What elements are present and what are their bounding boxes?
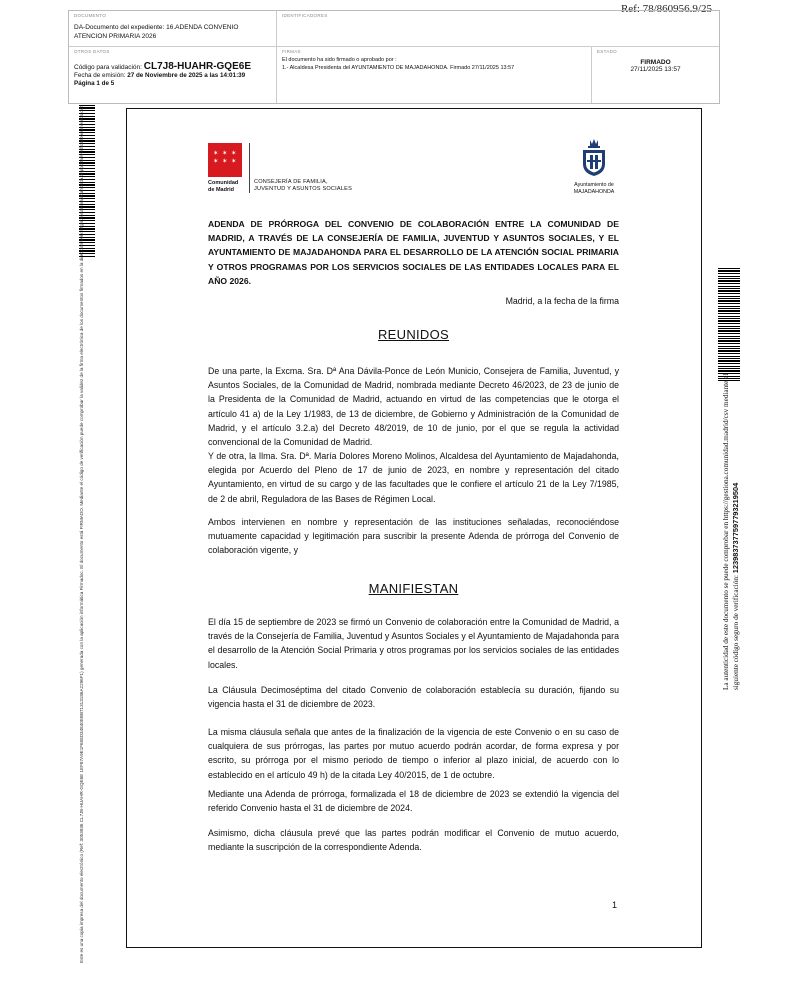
cm-dept-2: JUVENTUD Y ASUNTOS SOCIALES xyxy=(254,186,353,192)
document-cell xyxy=(69,11,277,47)
logo-divider xyxy=(249,143,250,193)
signatures-cell xyxy=(277,47,592,103)
cm-dept-1: CONSEJERÍA DE FAMILIA, xyxy=(254,179,328,185)
document-value: DA-Documento del expediente: 16.ADENDA CONVENIO ATENCION PRIMARIA 2026 xyxy=(74,24,239,40)
status-value: FIRMADO xyxy=(640,59,671,66)
consejeria-name xyxy=(254,179,352,193)
majadahonda-logo xyxy=(568,137,620,195)
status-cell xyxy=(592,47,719,103)
comunidad-madrid-logo xyxy=(208,143,242,193)
authenticity-text: La autenticidad de este documento se puede comprobar en https://gestiona.comunidad.madrid/csv mediante el siguiente código seguro de verificación: xyxy=(722,373,740,690)
madrid-flag-icon: ✶ ✶ ✶ ✶ ✶ ✶ xyxy=(208,143,242,177)
reunidos-paragraph: Y de otra, la Ilma. Sra. Dª. María Dolores Moreno Molinos, Alcaldesa del Ayuntamiento de Majadahonda, elegida por Acuerdo del Pleno de 17 de junio de 2023, en nombre y representación del citado Ayuntamiento, en virtud de su cargo y de las facultades que le confiere el artículo 21 de la Ley 7/1985, de 2 de abril, Reguladora de las Bases de Régimen Local. xyxy=(208,451,619,504)
signatures-line: 1.- Alcaldesa Presidenta del AYUNTAMIENTO DE MAJADAHONDA. Firmado 27/11/2025 13:57 xyxy=(282,65,515,71)
page-count: Página 1 de 5 xyxy=(74,80,115,87)
manifiestan-paragraph: La misma cláusula señala que antes de la finalización de la vigencia de este Convenio o en su caso de cualquiera de sus prórrogas, las partes por mutuo acuerdo podrán acordar, de forma expresa y por escrito, su prórroga por el mismo periodo de tiempo o inferior al plazo inicial, de acuerdo con lo establecido en el artículo 49 h) de la citada Ley 40/2015, de 1 de octubre. xyxy=(208,727,619,780)
other-data-cell xyxy=(69,47,277,103)
status-label: ESTADO xyxy=(597,49,617,54)
maj-name-2: MAJADAHONDA xyxy=(573,188,615,195)
cm-name-2: de Madrid xyxy=(208,186,234,193)
manifiestan-heading: MANIFIESTAN xyxy=(368,581,459,596)
page-number: 1 xyxy=(612,900,618,910)
manifiestan-paragraph: La Cláusula Decimoséptima del citado Convenio de colaboración establecía su duración, fijando su vigencia hasta el 31 de diciembre de 2023. xyxy=(208,685,619,710)
manifiestan-paragraph: Asimismo, dicha cláusula prevé que las partes podrán modificar el Convenio de mutuo acuerdo, mediante la suscripción de la correspondiente Adenda. xyxy=(208,828,619,853)
barcode-right xyxy=(718,268,740,381)
reunidos-paragraph: De una parte, la Excma. Sra. Dª Ana Dávila-Ponce de León Municio, Consejera de Familia, Juventud, y Asuntos Sociales, de la Comunidad de Madrid, nombrada mediante Decreto 46/2023, de 23 de junio de la Presidenta de la Comunidad de Madrid, actuando en virtud de las competencias que le otorga el artículo 41 a) de la Ley 1/1983, de 13 de diciembre, de Gobierno y Administración de la Comunidad de Madrid, y el artículo 3.2.a) del Decreto 48/2019, de 10 de junio, por el que se regula la actividad convencional de la Comunidad de Madrid. xyxy=(208,366,619,448)
document-title: ADENDA DE PRÓRROGA DEL CONVENIO DE COLABORACIÓN ENTRE LA COMUNIDAD DE MADRID, A TRAVÉS DE LA CONSEJERÍA DE FAMILIA, JUVENTUD Y ASUNTOS SOCIALES, Y EL AYUNTAMIENTO DE MAJADAHONDA PARA EL DESARROLLO DE LA ATENCIÓN SOCIAL PRIMARIA Y OTROS PROGRAMAS POR LOS SERVICIOS SOCIALES DE LAS ENTIDADES LOCALES PARA EL AÑO 2026. xyxy=(208,219,619,286)
place-date: Madrid, a la fecha de la firma xyxy=(505,296,619,306)
issue-date: 27 de Noviembre de 2025 a las 14:01:39 xyxy=(127,72,246,79)
reference-number: Ref: 78/860956.9/25 xyxy=(620,3,712,15)
signatures-intro: El documento ha sido firmado o aprobado por : xyxy=(282,57,397,63)
signature-header-table xyxy=(68,10,720,104)
identifiers-cell xyxy=(277,11,719,47)
validation-code: CL7J8-HUAHR-GQE6E xyxy=(143,61,251,72)
csv-code: 1239837377597793219504 xyxy=(731,482,740,574)
issue-date-label: Fecha de emisión: xyxy=(74,72,126,79)
coat-of-arms-icon xyxy=(579,137,609,177)
reunidos-paragraph: Ambos intervienen en nombre y representación de las instituciones señaladas, reconociéndose mutuamente capacidad y legitimación para suscribir la presente Adenda de prórroga del Convenio de colaboración vigente, y xyxy=(208,517,619,556)
side-verification-text: Este es una copia impresa del documento electrónico (Ref: 3053936 CL7J8-HUAHR-GQE6E 1EF87A9E1F658D34840EBB71313186A2296F1) generada con la aplicación informática Firmadoc. El documento está FIRMADO. Mediante el código de verificación puede comprobar la validez de la firma electrónica de los documentos firmados en la dirección web: https://sede.majadahonda.org/portal/verificarDocumentos.do? xyxy=(79,105,84,963)
manifiestan-paragraph: El día 15 de septiembre de 2023 se firmó un Convenio de colaboración entre la Comunidad de Madrid, a través de la Consejería de Familia, Juventud y Asuntos Sociales y el Ayuntamiento de Majadahonda para el desarrollo de la Atención Social Primaria y otros programas por los servicios sociales de las entidades locales. xyxy=(208,617,619,670)
signatures-label: FIRMAS xyxy=(282,49,301,54)
side-authenticity-text xyxy=(722,370,741,690)
other-data-label: OTROS DATOS xyxy=(74,49,110,54)
reunidos-heading: REUNIDOS xyxy=(377,327,450,342)
maj-name-1: Ayuntamiento de xyxy=(574,182,614,188)
validation-code-label: Código para validación: xyxy=(74,64,142,71)
status-date: 27/11/2025 13:57 xyxy=(630,66,681,73)
cm-name-1: Comunidad xyxy=(208,180,239,186)
manifiestan-paragraph: Mediante una Adenda de prórroga, formalizada el 18 de diciembre de 2023 se extendió la vigencia del referido Convenio hasta el 31 de diciembre de 2024. xyxy=(208,789,619,814)
document-label: DOCUMENTO xyxy=(74,13,107,18)
identifiers-label: IDENTIFICADORES xyxy=(282,13,328,18)
